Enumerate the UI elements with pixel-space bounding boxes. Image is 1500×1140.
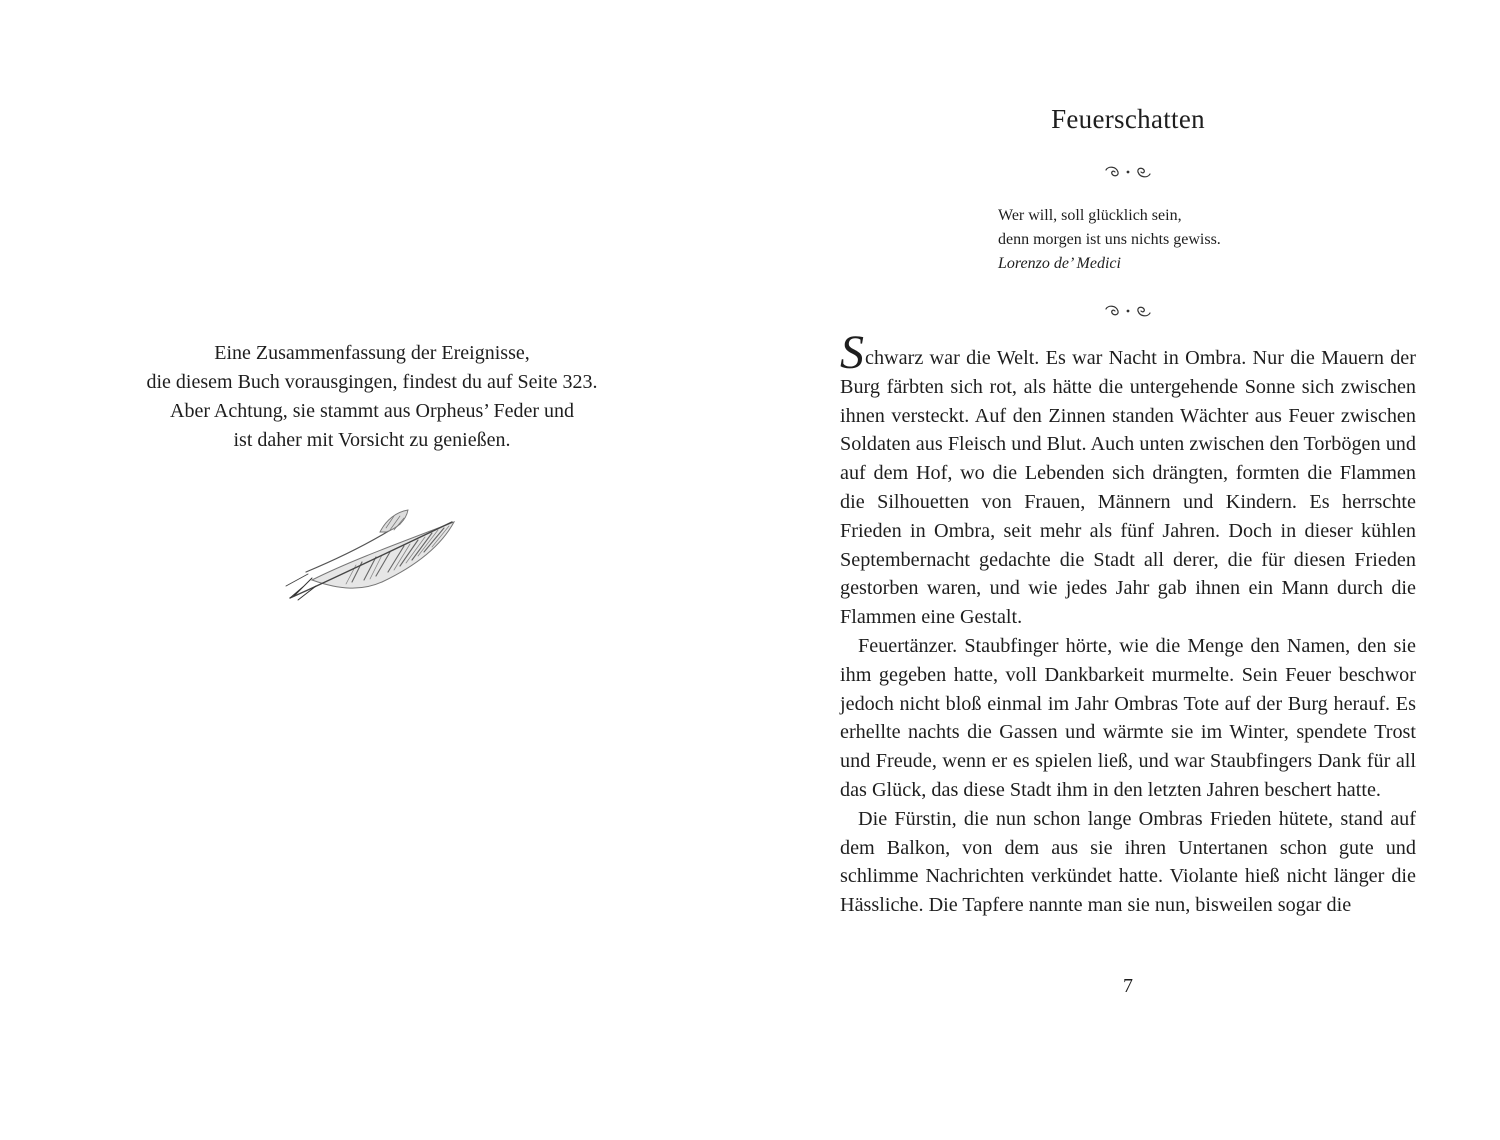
note-line: die diesem Buch vorausgingen, findest du auf Seite 323. [146, 371, 598, 393]
drop-cap: S [840, 326, 864, 379]
chapter-title: Feuerschatten [1051, 104, 1205, 134]
epigraph-line: denn morgen ist uns nichts gewiss. [998, 231, 1221, 248]
paragraph: Die Fürstin, die nun schon lange Ombras Frieden hütete, stand auf dem Balkon, von dem aus sie ihren Untertanen schon gute und schlimme Nachrichten verkündet hatte. Violante hieß nicht länger die Hässliche. Die Tapfere nannte man sie nun, bisweilen sogar die [840, 807, 1416, 917]
note-line: ist daher mit Vorsicht zu genießen. [233, 429, 511, 451]
note-line: Aber Achtung, sie stammt aus Orpheus’ Feder und [170, 400, 574, 422]
summary-note [96, 339, 648, 455]
chapter-body [840, 326, 1416, 920]
epigraph-line: Wer will, soll glücklich sein, [998, 207, 1182, 224]
epigraph [998, 204, 1298, 276]
page-number: 7 [1123, 975, 1133, 997]
paragraph [840, 326, 1416, 632]
epigraph-author: Lorenzo de’ Medici [998, 255, 1121, 272]
scroll-ornament-icon [1102, 303, 1154, 319]
paragraph: Feuertänzer. Staubfinger hörte, wie die Menge den Namen, den sie ihm gegeben hatte, voll Dankbarkeit murmelte. Sein Feuer beschwor jedoch nicht bloß einmal im Jahr Ombras Tote auf der Burg herauf. Es erhellte nachts die Gassen und wärmte sie im Winter, spendete Trost und Freude, wenn er es spielen ließ, und war Staubfingers Dank für all das Glück, das diese Stadt ihm in den letzten Jahren beschert hatte. [840, 634, 1416, 801]
feather-quill-icon [282, 502, 464, 606]
paragraph-text: chwarz war die Welt. Es war Nacht in Ombra. Nur die Mauern der Burg färbten sich rot, als hätte die untergehende Sonne sich zwischen ihnen versteckt. Auf den Zinnen standen Wächter aus Feuer zwischen Soldaten aus Fleisch und Blut. Auch unten zwischen den Torbögen und auf dem Hof, wo die Lebenden sich drängten, formten die Flammen die Silhouetten von Frauen, Männern und Kindern. Es herrschte Frieden in Ombra, seit mehr als fünf Jahren. Doch in dieser kühlen Septembernacht gedachte die Stadt all derer, die für diesen Frieden gestorben waren, und wie jedes Jahr gab ihnen ein Mann durch die Flammen eine Gestalt. [840, 347, 1416, 629]
right-page [750, 0, 1500, 1140]
note-line: Eine Zusammenfassung der Ereignisse, [214, 342, 530, 364]
scroll-ornament-icon [1102, 164, 1154, 180]
